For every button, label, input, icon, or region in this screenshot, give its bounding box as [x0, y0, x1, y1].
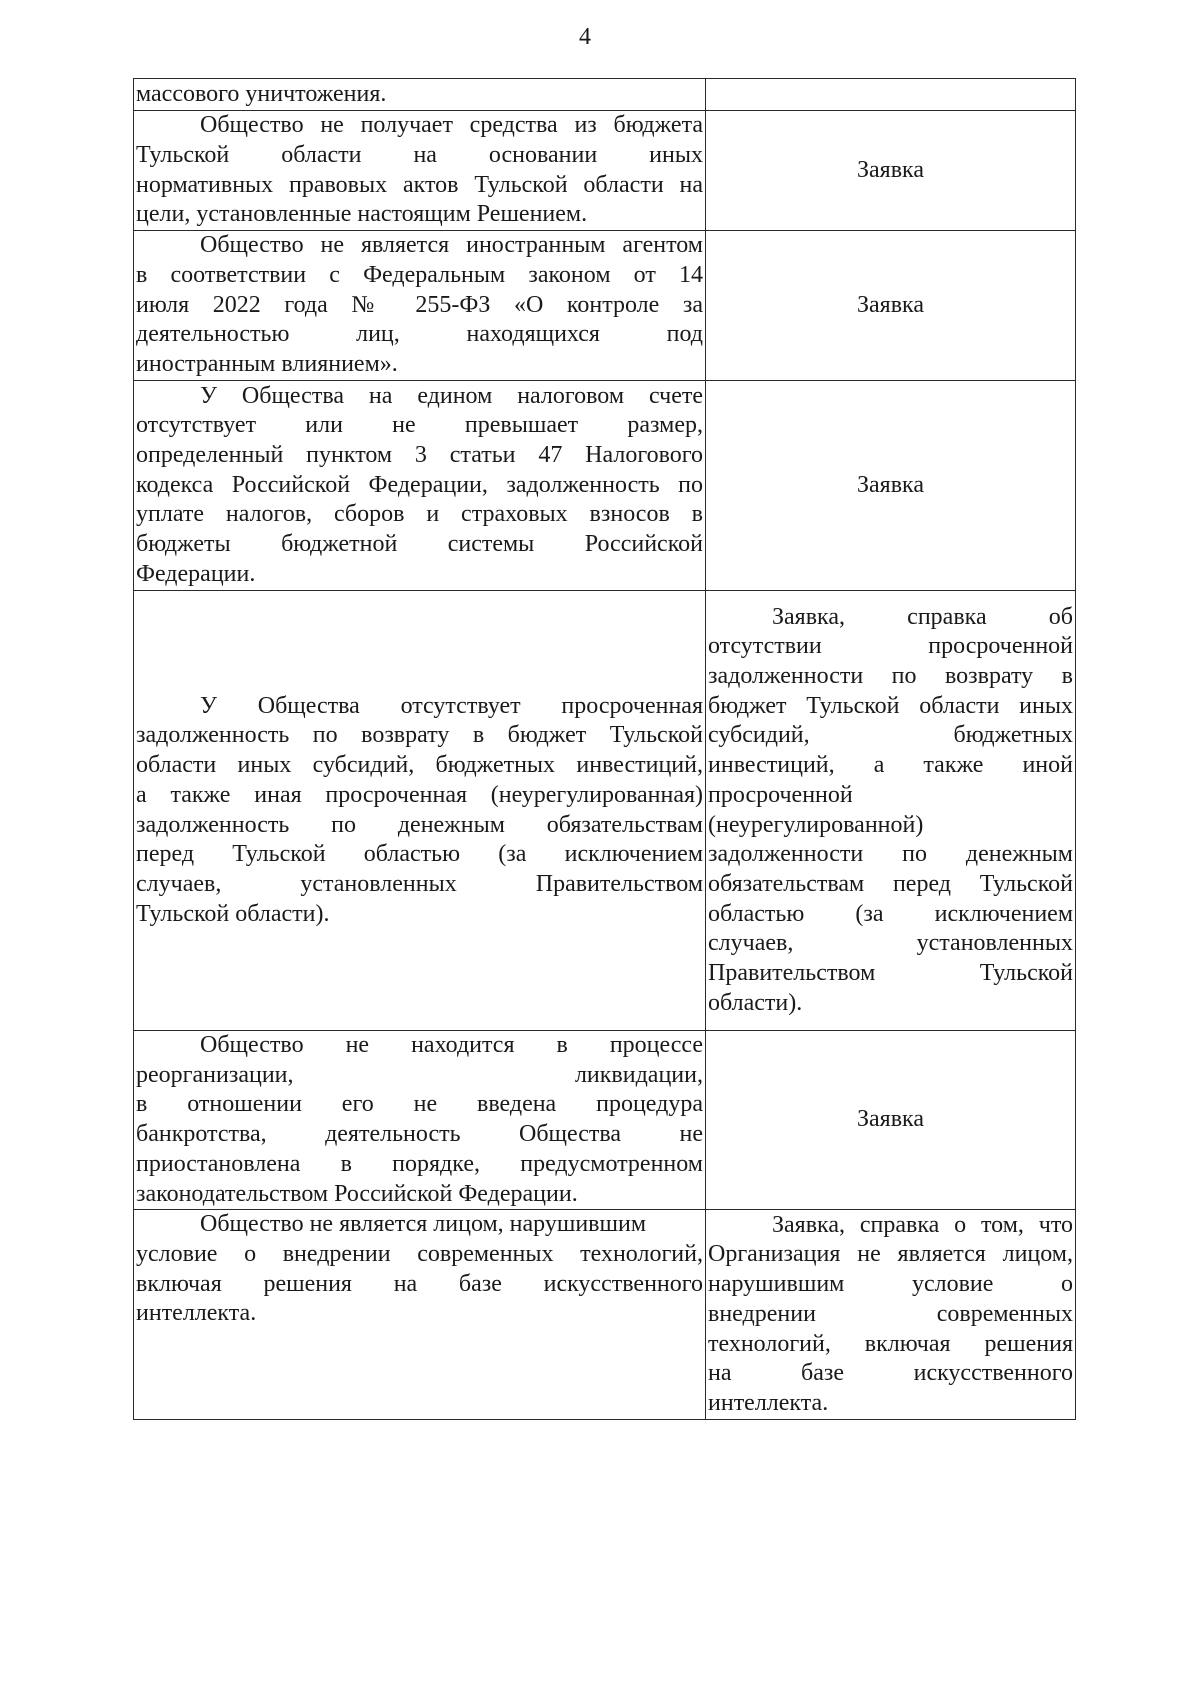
page-number: 4 — [579, 24, 591, 50]
requirement-line: банкротства, деятельность Общества не — [136, 1121, 703, 1148]
document-line: областью (за исключением — [708, 900, 1073, 927]
table-row — [134, 381, 1076, 591]
requirement-line: задолженность по денежным обязательствам — [136, 811, 703, 838]
requirements-table — [133, 78, 1076, 1420]
table-row — [134, 1210, 1076, 1420]
document-line: случаев, установленных — [708, 930, 1073, 957]
requirement-line: Общество не находится в процессе — [200, 1032, 703, 1058]
requirement-line: включая решения на базе искусственного — [136, 1270, 703, 1297]
requirement-line: кодекса Российской Федерации, задолженность по — [136, 471, 703, 498]
requirement-cell — [134, 231, 706, 381]
requirement-line: условие о внедрении современных технологий, — [136, 1240, 703, 1267]
requirement-line: Общество не получает средства из бюджета — [200, 112, 703, 139]
requirement-cell — [134, 381, 706, 591]
requirement-line: в соответствии с Федеральным законом от 14 — [136, 261, 703, 288]
requirement-line: Общество не является лицом, нарушившим — [200, 1211, 647, 1238]
table-row — [134, 231, 1076, 381]
document-line: технологий, включая решения — [708, 1330, 1073, 1357]
table-row — [134, 79, 1076, 111]
document-cell — [706, 381, 1076, 591]
document-line: инвестиций, а также иной — [708, 752, 1073, 779]
document-line: нарушившим условие о — [708, 1271, 1073, 1298]
document-cell — [706, 591, 1076, 1031]
requirement-line: случаев, установленных Правительством — [136, 870, 703, 897]
requirement-line: области иных субсидий, бюджетных инвестиций, — [136, 752, 703, 779]
requirement-line: в отношении его не введена процедура — [136, 1091, 703, 1118]
document-line: на базе искусственного — [708, 1360, 1073, 1387]
document-line: Заявка — [857, 156, 924, 183]
table-row — [134, 111, 1076, 231]
document-line: Заявка — [857, 471, 924, 498]
requirement-line: Тульской области). — [136, 900, 330, 927]
document-line: интеллекта. — [708, 1389, 829, 1416]
document-line: Заявка — [857, 1106, 924, 1133]
requirement-line: нормативных правовых актов Тульской области на — [136, 171, 703, 198]
requirement-line: цели, установленные настоящим Решением. — [136, 201, 588, 228]
requirement-line: задолженность по возврату в бюджет Тульской — [136, 722, 703, 749]
document-line: Заявка, справка о том, что — [772, 1211, 1073, 1238]
requirement-line: деятельностью лиц, находящихся под — [136, 321, 703, 348]
document-line: Организация не является лицом, — [708, 1241, 1073, 1268]
requirement-line: реорганизации, ликвидации, — [136, 1061, 703, 1088]
document-line: Правительством Тульской — [708, 960, 1073, 987]
requirement-line: Общество не является иностранным агентом — [200, 232, 703, 259]
document-line: области). — [708, 989, 803, 1016]
document-line: обязательствам перед Тульской — [708, 870, 1073, 897]
document-line: просроченной — [708, 781, 853, 808]
document-cell — [706, 1210, 1076, 1420]
requirement-line: У Общества на едином налоговом счете — [200, 382, 703, 409]
requirement-cell — [134, 111, 706, 231]
requirement-line: июля 2022 года № 255-ФЗ «О контроле за — [136, 291, 703, 318]
document-cell — [706, 79, 1076, 111]
requirement-line: отсутствует или не превышает размер, — [136, 412, 703, 439]
requirement-cell — [134, 1031, 706, 1210]
document-cell — [706, 1031, 1076, 1210]
table-row — [134, 591, 1076, 1031]
document-cell — [706, 111, 1076, 231]
requirement-line: массового уничтожения. — [136, 80, 387, 107]
document-line: внедрении современных — [708, 1300, 1073, 1327]
requirement-line: иностранным влиянием». — [136, 351, 398, 378]
requirement-line: уплате налогов, сборов и страховых взносов в — [136, 501, 703, 528]
document-line: (неурегулированной) — [708, 811, 924, 838]
document-line: субсидий, бюджетных — [708, 722, 1073, 749]
requirement-line: бюджеты бюджетной системы Российской — [136, 531, 703, 558]
document-line: бюджет Тульской области иных — [708, 692, 1073, 719]
requirement-line: приостановлена в порядке, предусмотренном — [136, 1150, 703, 1177]
document-line: отсутствии просроченной — [708, 633, 1073, 660]
table-row — [134, 1031, 1076, 1210]
requirement-line: Федерации. — [136, 560, 256, 587]
document-line: задолженности по денежным — [708, 841, 1073, 868]
requirement-line: интеллекта. — [136, 1300, 257, 1327]
document-line: задолженности по возврату в — [708, 662, 1073, 689]
requirement-line: перед Тульской областью (за исключением — [136, 841, 703, 868]
requirement-line: а также иная просроченная (неурегулированная) — [136, 781, 703, 808]
requirement-cell — [134, 79, 706, 111]
document-cell — [706, 231, 1076, 381]
requirement-cell — [134, 1210, 706, 1420]
requirement-line: Тульской области на основании иных — [136, 141, 703, 168]
requirement-line: У Общества отсутствует просроченная — [200, 692, 703, 719]
requirement-line: определенный пунктом 3 статьи 47 Налогового — [136, 441, 703, 468]
document-line: Заявка, справка об — [772, 603, 1073, 630]
requirement-cell — [134, 591, 706, 1031]
requirement-line: законодательством Российской Федерации. — [136, 1180, 578, 1207]
document-line: Заявка — [857, 291, 924, 318]
